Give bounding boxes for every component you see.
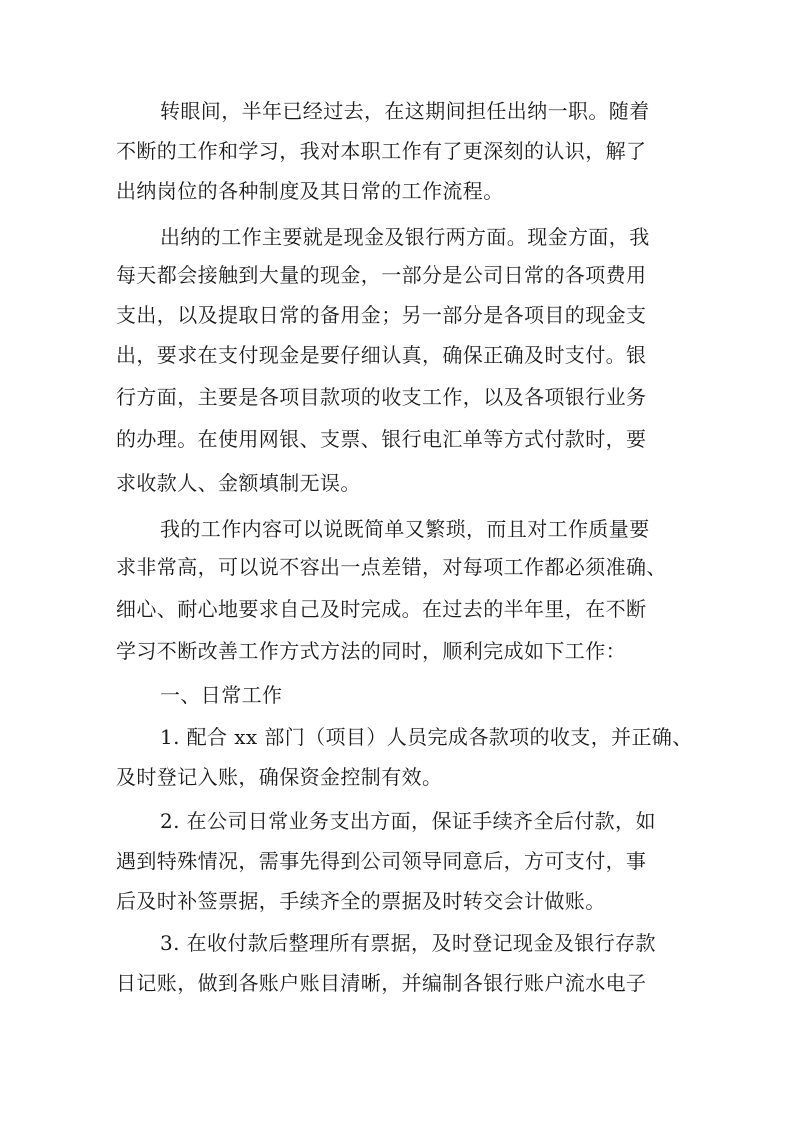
section-heading: 一、日常工作 [160, 683, 283, 707]
paragraph-3-line-1: 我的工作内容可以说既简单又繁琐，而且对工作质量要 [160, 517, 650, 541]
paragraph-2-line-6: 的办理。在使用网银、支票、银行电汇单等方式付款时，要 [116, 427, 647, 451]
paragraph-1-line-3: 出纳岗位的各种制度及其日常的工作流程。 [116, 179, 504, 203]
paragraph-2-line-1: 出纳的工作主要就是现金及银行两方面。现金方面，我 [160, 225, 650, 249]
item-1-line-1: 1. 配合 xx 部门（项目）人员完成各款项的收支，并正确、 [160, 725, 693, 749]
paragraph-1-line-1: 转眼间，半年已经过去，在这期间担任出纳一职。随着 [160, 99, 650, 123]
paragraph-2-line-7: 求收款人、金额填制无误。 [116, 471, 361, 495]
item-3-line-1: 3. 在收付款后整理所有票据，及时登记现金及银行存款 [160, 931, 656, 955]
paragraph-1-line-2: 不断的工作和学习，我对本职工作有了更深刻的认识，解了 [116, 139, 647, 163]
item-2-line-3: 后及时补签票据，手续齐全的票据及时转交会计做账。 [116, 889, 606, 913]
item-1-line-2: 及时登记入账，确保资金控制有效。 [116, 765, 443, 789]
item-3-line-2: 日记账，做到各账户账目清晰，并编制各银行账户流水电子 [116, 971, 647, 995]
paragraph-3-line-4: 学习不断改善工作方式方法的同时，顺利完成如下工作： [116, 639, 626, 663]
paragraph-3-line-2: 求非常高，可以说不容出一点差错，对每项工作都必须准确、 [116, 555, 667, 579]
paragraph-3-line-3: 细心、耐心地要求自己及时完成。在过去的半年里，在不断 [116, 597, 647, 621]
paragraph-2-line-5: 行方面，主要是各项目款项的收支工作，以及各项银行业务 [116, 385, 647, 409]
paragraph-2-line-3: 支出，以及提取日常的备用金；另一部分是各项目的现金支 [116, 303, 647, 327]
paragraph-2-line-4: 出，要求在支付现金是要仔细认真，确保正确及时支付。银 [116, 343, 647, 367]
paragraph-2-line-2: 每天都会接触到大量的现金，一部分是公司日常的各项费用 [116, 263, 647, 287]
item-2-line-2: 遇到特殊情况，需事先得到公司领导同意后，方可支付，事 [116, 849, 647, 873]
item-2-line-1: 2. 在公司日常业务支出方面，保证手续齐全后付款，如 [160, 809, 656, 833]
